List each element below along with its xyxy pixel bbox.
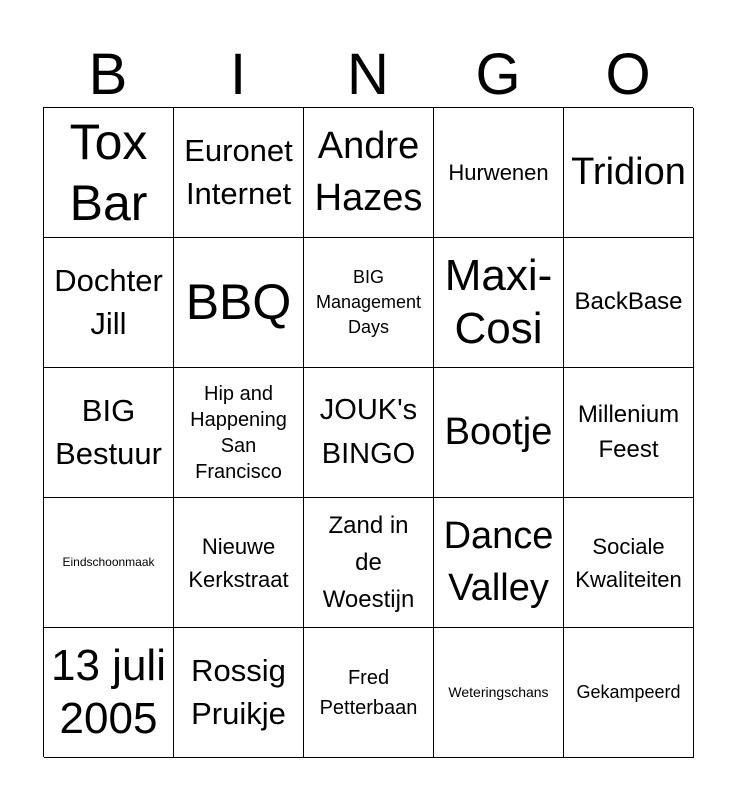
bingo-cell[interactable]: [564, 628, 694, 758]
bingo-cell[interactable]: [174, 108, 304, 238]
cell-label: Hip and Happening San Francisco: [190, 382, 287, 483]
bingo-cell[interactable]: [564, 368, 694, 498]
bingo-cell[interactable]: [564, 108, 694, 238]
header-letter-o: O: [605, 42, 651, 107]
bingo-header: [43, 38, 693, 108]
cell-label: Tox Bar: [69, 113, 148, 231]
header-letter-b: B: [88, 42, 128, 107]
bingo-cell[interactable]: [434, 108, 564, 238]
cell-label: Eindschoonmaak: [62, 555, 155, 570]
bingo-cell[interactable]: [304, 108, 434, 238]
cell-label: Dance Valley: [443, 515, 554, 609]
bingo-cell[interactable]: [174, 368, 304, 498]
bingo-cell[interactable]: [174, 628, 304, 758]
bingo-cell[interactable]: [564, 498, 694, 628]
cell-label: Andre Hazes: [314, 125, 423, 219]
header-letter-g: G: [475, 42, 521, 107]
header-letter-i: I: [229, 42, 247, 107]
bingo-cell[interactable]: [304, 238, 434, 368]
cell-label: Gekampeerd: [576, 681, 681, 702]
header-letter-n: N: [347, 42, 389, 107]
cell-label: Weteringschans: [448, 684, 549, 701]
bingo-cell[interactable]: [304, 628, 434, 758]
bingo-cell[interactable]: [564, 238, 694, 368]
cell-label: Euronet Internet: [184, 133, 293, 211]
bingo-card: [43, 107, 693, 757]
cell-label: Fred Petterbaan: [319, 666, 418, 719]
bingo-cell[interactable]: [174, 498, 304, 628]
cell-label: Dochter Jill: [54, 263, 163, 341]
cell-label: 13 juli 2005: [51, 640, 166, 743]
cell-label: Millenium Feest: [577, 400, 680, 463]
cell-label: Maxi- Cosi: [444, 250, 553, 353]
cell-label: Bootje: [444, 410, 553, 453]
bingo-cell[interactable]: [44, 498, 174, 628]
cell-label: Hurwenen: [448, 160, 549, 185]
cell-label: Rossig Pruikje: [191, 653, 286, 731]
bingo-cell[interactable]: [44, 368, 174, 498]
cell-label: JOUK's BINGO: [319, 394, 418, 470]
cell-label: BackBase: [574, 288, 683, 316]
cell-label: Tridion: [571, 150, 686, 193]
cell-label: Zand in de Woestijn: [322, 511, 415, 614]
cell-label: Nieuwe Kerkstraat: [188, 533, 289, 592]
bingo-cell[interactable]: [434, 238, 564, 368]
cell-label: BIG Management Days: [315, 266, 422, 338]
bingo-cell[interactable]: [304, 498, 434, 628]
bingo-cell[interactable]: [434, 498, 564, 628]
cell-label: BBQ: [185, 274, 292, 330]
bingo-cell[interactable]: [434, 628, 564, 758]
bingo-cell[interactable]: [44, 238, 174, 368]
bingo-cell[interactable]: [304, 368, 434, 498]
bingo-cell[interactable]: [44, 628, 174, 758]
bingo-cell[interactable]: [44, 108, 174, 238]
bingo-cell[interactable]: [174, 238, 304, 368]
bingo-cell[interactable]: [434, 368, 564, 498]
cell-label: Sociale Kwaliteiten: [575, 533, 682, 592]
cell-label: BIG Bestuur: [55, 393, 162, 471]
